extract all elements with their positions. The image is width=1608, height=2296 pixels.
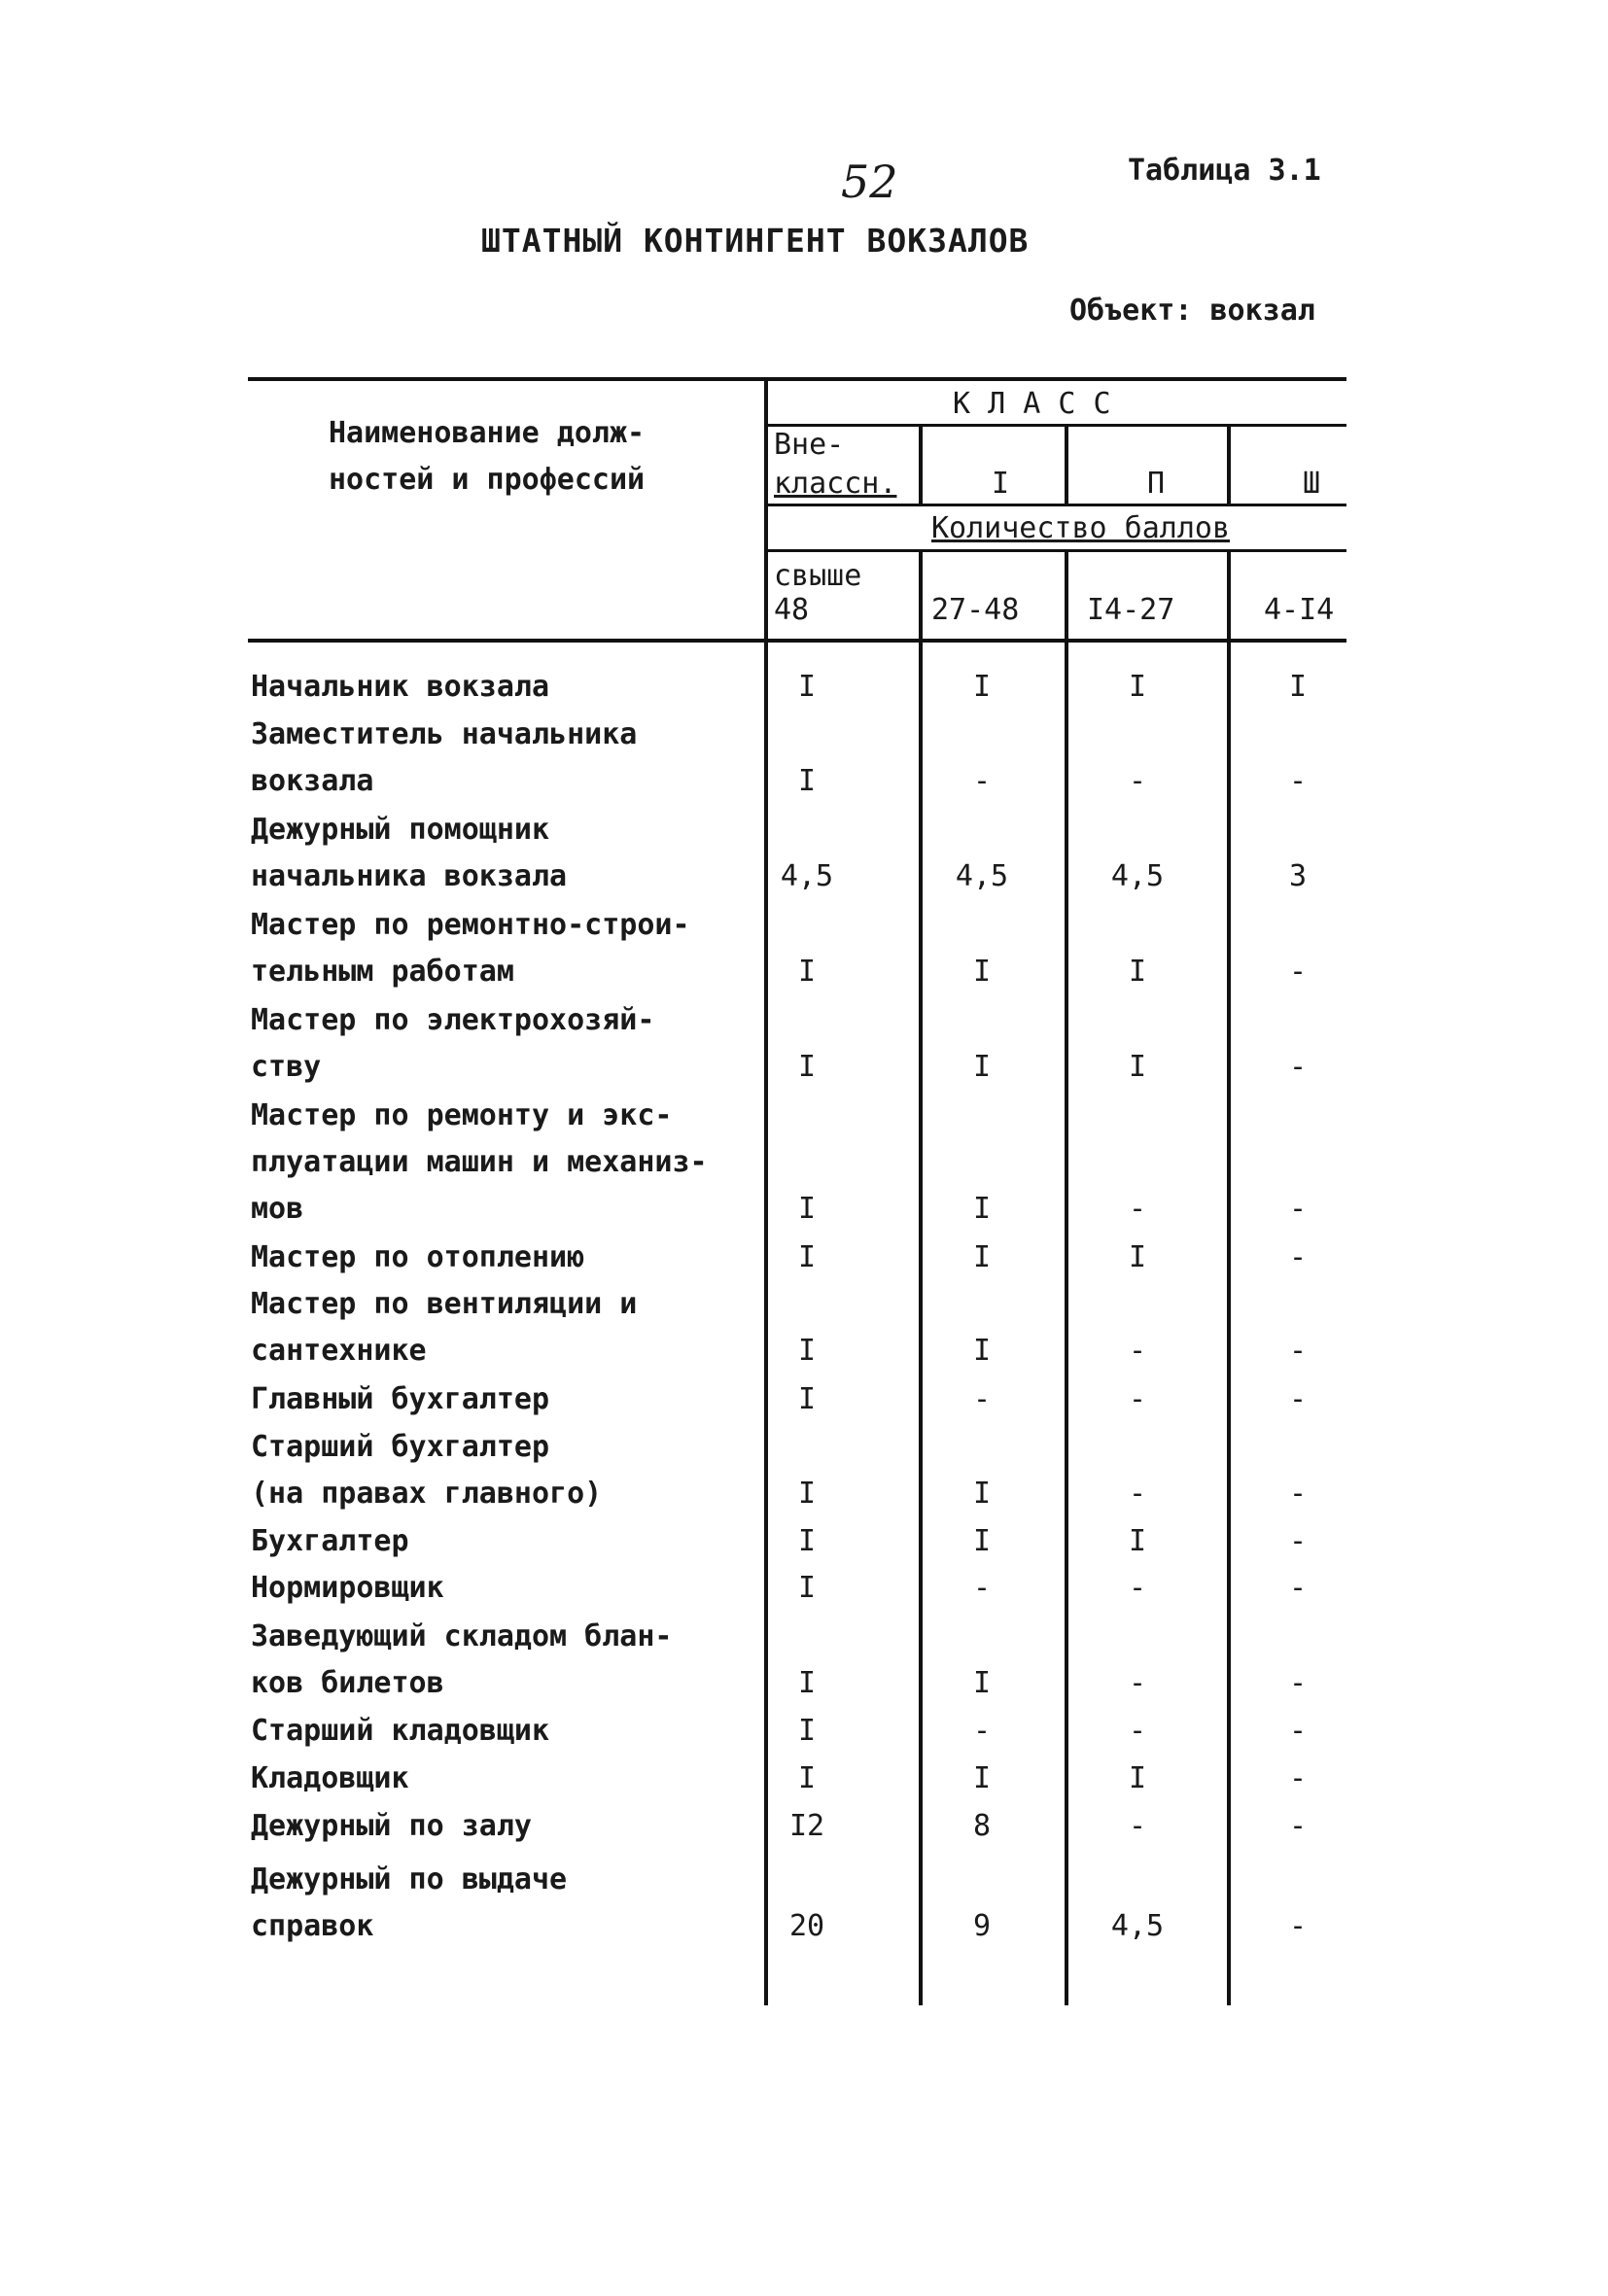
value-out-of-class: I (797, 764, 817, 798)
value-class-2: - (1128, 1571, 1147, 1605)
class-group-label: К Л А С С (953, 387, 1111, 421)
value-class-2: I (1128, 1524, 1147, 1558)
value-class-3: - (1288, 1334, 1308, 1368)
value-class-3: - (1288, 1050, 1308, 1084)
value-class-3: - (1288, 1192, 1308, 1226)
col2-divider-upper (1065, 424, 1068, 504)
value-class-2: I (1128, 955, 1147, 989)
position-name: Главный бухгалтер (251, 1382, 550, 1416)
position-name: Дежурный помощник начальника вокзала (251, 813, 568, 893)
position-name: Кладовщик (251, 1761, 409, 1795)
value-class-3: - (1288, 1909, 1308, 1943)
value-class-1: 9 (972, 1909, 992, 1943)
value-out-of-class: I (797, 670, 817, 704)
position-name: Старший кладовщик (251, 1714, 550, 1748)
value-out-of-class: I (797, 1334, 817, 1368)
document-title: ШТАТНЫЙ КОНТИНГЕНТ ВОКЗАЛОВ (481, 222, 1030, 260)
value-class-2: - (1128, 1382, 1147, 1416)
points-col-1: 27-48 (931, 593, 1020, 627)
value-class-2: 4,5 (1110, 1909, 1165, 1943)
value-class-3: I (1288, 670, 1308, 704)
position-name: Мастер по ремонту и экс- плуатации машин и механиз- мов (251, 1098, 708, 1226)
value-out-of-class: I (797, 1524, 817, 1558)
value-class-3: - (1288, 1382, 1308, 1416)
value-class-1: I (972, 1761, 992, 1795)
value-out-of-class: 4,5 (780, 859, 834, 893)
page-number: 52 (841, 156, 898, 208)
value-class-2: - (1128, 1666, 1147, 1700)
value-class-3: - (1288, 1524, 1308, 1558)
value-class-2: - (1128, 1334, 1147, 1368)
header-top-rule (248, 377, 1346, 381)
value-class-2: I (1128, 1050, 1147, 1084)
value-class-3: - (1288, 1714, 1308, 1748)
value-class-3: - (1288, 1477, 1308, 1511)
value-class-3: 3 (1288, 859, 1308, 893)
position-name: Старший бухгалтер (на правах главного) (251, 1430, 603, 1511)
value-out-of-class: I2 (788, 1809, 825, 1843)
value-out-of-class: I (797, 1714, 817, 1748)
value-out-of-class: I (797, 1240, 817, 1274)
value-class-3: - (1288, 1809, 1308, 1843)
position-name: Мастер по отоплению (251, 1240, 585, 1274)
points-col-3: 4-I4 (1264, 593, 1335, 627)
value-class-3: - (1288, 764, 1308, 798)
value-class-2: I (1128, 1240, 1147, 1274)
position-name: Дежурный по выдаче справок (251, 1862, 568, 1943)
value-class-1: 8 (972, 1809, 992, 1843)
value-out-of-class: I (797, 1382, 817, 1416)
value-class-1: I (972, 1477, 992, 1511)
class-col-3: Ш (1303, 467, 1321, 501)
position-name: Мастер по электрохозяй- ству (251, 1003, 655, 1084)
value-class-1: 4,5 (955, 859, 1009, 893)
value-class-1: I (972, 1050, 992, 1084)
value-class-2: - (1128, 1714, 1147, 1748)
class-col-out-line2: классн. (774, 467, 897, 501)
value-out-of-class: I (797, 1192, 817, 1226)
value-class-1: I (972, 1334, 992, 1368)
points-col-2: I4-27 (1087, 593, 1175, 627)
value-class-3: - (1288, 1240, 1308, 1274)
value-class-1: - (972, 1571, 992, 1605)
value-class-2: - (1128, 764, 1147, 798)
position-name: Заведующий складом блан- ков билетов (251, 1619, 673, 1700)
points-group-label: Количество баллов (931, 511, 1231, 545)
position-name: Мастер по ремонтно-строи- тельным работам (251, 908, 690, 989)
value-class-2: - (1128, 1477, 1147, 1511)
value-class-2: I (1128, 1761, 1147, 1795)
position-name: Мастер по вентиляции и сантехнике (251, 1287, 638, 1368)
name-header-line1: Наименование долж- (329, 416, 646, 450)
value-out-of-class: I (797, 1050, 817, 1084)
position-name: Начальник вокзала (251, 670, 550, 704)
col1-divider (919, 549, 923, 2005)
col3-divider (1227, 549, 1231, 2005)
value-out-of-class: I (797, 955, 817, 989)
position-name: Дежурный по залу (251, 1809, 532, 1843)
value-class-1: I (972, 955, 992, 989)
col2-divider (1065, 549, 1068, 2005)
class-col-2: П (1147, 467, 1166, 501)
object-line: Объект: вокзал (1069, 294, 1315, 328)
value-class-2: - (1128, 1192, 1147, 1226)
value-class-1: I (972, 1240, 992, 1274)
col3-divider-upper (1227, 424, 1231, 504)
points-col-0-line2: 48 (774, 593, 810, 627)
header-bottom-rule (248, 639, 1346, 643)
position-name: Нормировщик (251, 1571, 444, 1605)
value-class-2: I (1128, 670, 1147, 704)
class-col-1: I (992, 467, 1010, 501)
value-class-2: 4,5 (1110, 859, 1165, 893)
value-class-1: - (972, 764, 992, 798)
value-class-1: I (972, 1524, 992, 1558)
value-class-3: - (1288, 1571, 1308, 1605)
value-class-3: - (1288, 1666, 1308, 1700)
value-class-3: - (1288, 1761, 1308, 1795)
position-name: Бухгалтер (251, 1524, 409, 1558)
value-class-1: - (972, 1714, 992, 1748)
table-label: Таблица 3.1 (1128, 154, 1321, 188)
value-class-1: - (972, 1382, 992, 1416)
col1-divider-upper (919, 424, 923, 504)
value-out-of-class: I (797, 1571, 817, 1605)
value-class-1: I (972, 670, 992, 704)
value-class-3: - (1288, 955, 1308, 989)
value-out-of-class: I (797, 1761, 817, 1795)
name-header-line2: ностей и профессий (329, 463, 646, 497)
points-col-0-line1: свыше (774, 559, 862, 593)
position-name: Заместитель начальника вокзала (251, 717, 638, 798)
value-out-of-class: I (797, 1477, 817, 1511)
value-out-of-class: 20 (788, 1909, 825, 1943)
value-class-1: I (972, 1666, 992, 1700)
value-class-1: I (972, 1192, 992, 1226)
value-out-of-class: I (797, 1666, 817, 1700)
value-class-2: - (1128, 1809, 1147, 1843)
class-col-out-line1: Вне- (774, 428, 845, 462)
